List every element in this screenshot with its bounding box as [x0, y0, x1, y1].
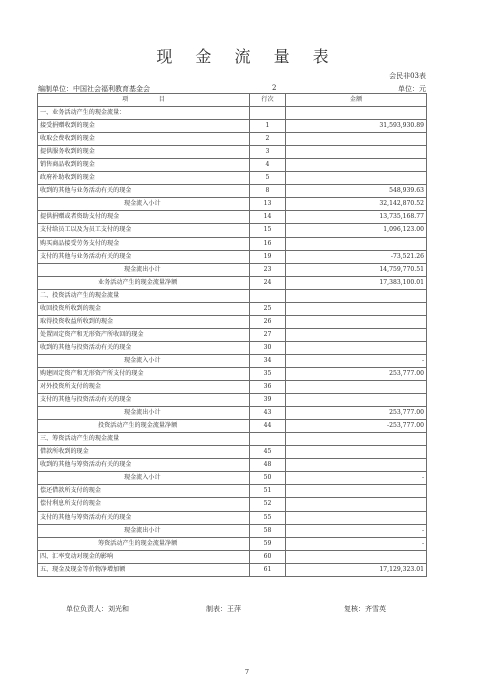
row-label: 支付给员工以及为员工支付的现金 — [38, 224, 250, 237]
table-row — [38, 328, 427, 341]
row-label: 二、投资活动产生的现金流量 — [38, 289, 250, 302]
table-row — [38, 250, 427, 263]
row-amount — [286, 394, 427, 407]
row-amount: - — [286, 524, 427, 537]
row-amount: - — [286, 472, 427, 485]
row-line-number: 44 — [250, 420, 286, 433]
row-amount: 14,759,770.51 — [286, 263, 427, 276]
row-line-number: 35 — [250, 367, 286, 380]
row-label: 提供服务收到的现金 — [38, 146, 250, 159]
row-label: 对外投资所支付的现金 — [38, 381, 250, 394]
table-row — [38, 381, 427, 394]
row-line-number: 30 — [250, 341, 286, 354]
row-amount: 253,777.00 — [286, 367, 427, 380]
row-line-number: 2 — [250, 133, 286, 146]
row-amount — [286, 172, 427, 185]
row-amount — [286, 237, 427, 250]
table-row — [38, 472, 427, 485]
row-label: 借款所收到的现金 — [38, 446, 250, 459]
cash-flow-table — [37, 93, 427, 577]
row-label: 支付的其他与筹资活动有关的现金 — [38, 511, 250, 524]
row-line-number — [250, 289, 286, 302]
row-label: 偿还借款所支付的现金 — [38, 485, 250, 498]
table-row — [38, 159, 427, 172]
row-amount — [286, 146, 427, 159]
row-label: 政府补助收到的现金 — [38, 172, 250, 185]
table-row — [38, 185, 427, 198]
row-amount: -73,521.26 — [286, 250, 427, 263]
row-line-number: 43 — [250, 407, 286, 420]
row-amount — [286, 159, 427, 172]
table-row — [38, 433, 427, 446]
form-code: 会民非03表 — [389, 72, 426, 80]
document-title: 现 金 流 量 表 — [156, 47, 338, 66]
row-amount — [286, 341, 427, 354]
table-row — [38, 394, 427, 407]
table-row — [38, 107, 427, 120]
unit-principal: 单位负责人：刘光和 — [66, 605, 129, 613]
row-amount — [286, 289, 427, 302]
table-row — [38, 498, 427, 511]
row-label: 偿付利息所支付的现金 — [38, 498, 250, 511]
row-line-number: 1 — [250, 120, 286, 133]
row-line-number: 51 — [250, 485, 286, 498]
row-line-number: 52 — [250, 498, 286, 511]
table-row — [38, 120, 427, 133]
row-amount: 32,142,870.52 — [286, 198, 427, 211]
row-line-number: 25 — [250, 302, 286, 315]
table-row — [38, 146, 427, 159]
reporting-entity: 编制单位：中国社会福利教育基金会 — [38, 85, 150, 93]
row-label: 收到的其他与投资活动有关的现金 — [38, 341, 250, 354]
column-header-item: 项 目 — [38, 94, 250, 107]
table-row — [38, 237, 427, 250]
row-amount: 13,735,168.77 — [286, 211, 427, 224]
row-amount — [286, 381, 427, 394]
row-label: 收回投资所收到的现金 — [38, 302, 250, 315]
table-row — [38, 211, 427, 224]
header-mark: 2 — [272, 84, 277, 92]
row-line-number: 48 — [250, 459, 286, 472]
row-line-number — [250, 107, 286, 120]
row-line-number: 15 — [250, 224, 286, 237]
table-row — [38, 407, 427, 420]
table-header-row — [38, 94, 427, 107]
table-row — [38, 537, 427, 550]
row-line-number: 59 — [250, 537, 286, 550]
row-line-number: 58 — [250, 524, 286, 537]
currency-unit: 单位：元 — [398, 85, 426, 93]
row-amount — [286, 459, 427, 472]
row-amount: 17,129,323.01 — [286, 563, 427, 576]
row-amount — [286, 107, 427, 120]
row-line-number: 27 — [250, 328, 286, 341]
row-label: 四、汇率变动对现金的影响 — [38, 550, 250, 563]
row-line-number: 55 — [250, 511, 286, 524]
row-amount — [286, 498, 427, 511]
table-row — [38, 459, 427, 472]
table-row — [38, 511, 427, 524]
row-line-number: 16 — [250, 237, 286, 250]
table-row — [38, 550, 427, 563]
row-label: 销售商品收到的现金 — [38, 159, 250, 172]
row-line-number: 39 — [250, 394, 286, 407]
table-row — [38, 302, 427, 315]
row-amount — [286, 550, 427, 563]
table-row — [38, 367, 427, 380]
row-amount — [286, 511, 427, 524]
row-amount: - — [286, 354, 427, 367]
row-amount — [286, 485, 427, 498]
row-amount: - — [286, 537, 427, 550]
row-label: 一、业务活动产生的现金流量： — [38, 107, 250, 120]
row-label: 接受捐赠收到的现金 — [38, 120, 250, 133]
table-row — [38, 224, 427, 237]
row-label: 收到的其他与业务活动有关的现金 — [38, 185, 250, 198]
reviewer: 复核：齐雪英 — [344, 605, 386, 613]
row-line-number: 61 — [250, 563, 286, 576]
table-row — [38, 133, 427, 146]
row-line-number: 3 — [250, 146, 286, 159]
row-label: 收取会费收到的现金 — [38, 133, 250, 146]
table-row — [38, 354, 427, 367]
row-amount — [286, 315, 427, 328]
row-label: 取得投资收益所收到的现金 — [38, 315, 250, 328]
row-line-number — [250, 433, 286, 446]
table-row — [38, 341, 427, 354]
table-row — [38, 420, 427, 433]
table-row — [38, 485, 427, 498]
row-amount: 17,383,100.01 — [286, 276, 427, 289]
row-label: 支付的其他与业务活动有关的现金 — [38, 250, 250, 263]
row-amount: -253,777.00 — [286, 420, 427, 433]
row-line-number: 14 — [250, 211, 286, 224]
row-amount: 31,593,930.89 — [286, 120, 427, 133]
table-row — [38, 289, 427, 302]
row-amount — [286, 133, 427, 146]
row-line-number: 23 — [250, 263, 286, 276]
row-label: 筹资活动产生的现金流量净额 — [38, 537, 250, 550]
table-row — [38, 446, 427, 459]
row-label: 处置固定资产和无形资产所收回的现金 — [38, 328, 250, 341]
row-label: 购建固定资产和无形资产所支付的现金 — [38, 367, 250, 380]
preparer: 制表：王萍 — [206, 605, 241, 613]
row-amount — [286, 328, 427, 341]
row-label: 现金流入小计 — [38, 354, 250, 367]
table-row — [38, 524, 427, 537]
table-row — [38, 315, 427, 328]
row-label: 三、筹资活动产生的现金流量 — [38, 433, 250, 446]
column-header-line-no: 行次 — [250, 94, 286, 107]
row-line-number: 24 — [250, 276, 286, 289]
row-amount: 1,096,123.00 — [286, 224, 427, 237]
row-line-number: 13 — [250, 198, 286, 211]
row-line-number: 60 — [250, 550, 286, 563]
row-label: 现金流入小计 — [38, 198, 250, 211]
row-amount: 253,777.00 — [286, 407, 427, 420]
row-label: 现金流出小计 — [38, 524, 250, 537]
row-label: 五、现金及现金等价物净增加额 — [38, 563, 250, 576]
row-label: 现金流出小计 — [38, 407, 250, 420]
row-line-number: 19 — [250, 250, 286, 263]
row-line-number: 8 — [250, 185, 286, 198]
row-amount — [286, 446, 427, 459]
table-row — [38, 198, 427, 211]
row-line-number: 50 — [250, 472, 286, 485]
row-line-number: 26 — [250, 315, 286, 328]
row-amount: 548,939.63 — [286, 185, 427, 198]
table-row — [38, 172, 427, 185]
row-label: 业务活动产生的现金流量净额 — [38, 276, 250, 289]
row-label: 现金流出小计 — [38, 263, 250, 276]
row-label: 提供捐赠或者资助支付的现金 — [38, 211, 250, 224]
row-label: 投资活动产生的现金流量净额 — [38, 420, 250, 433]
table-row — [38, 276, 427, 289]
row-label: 现金流入小计 — [38, 472, 250, 485]
row-label: 收到的其他与筹资活动有关的现金 — [38, 459, 250, 472]
row-label: 购买商品接受劳务支付的现金 — [38, 237, 250, 250]
table-row — [38, 263, 427, 276]
row-line-number: 36 — [250, 381, 286, 394]
row-line-number: 4 — [250, 159, 286, 172]
row-line-number: 34 — [250, 354, 286, 367]
page-number: 7 — [244, 668, 250, 676]
row-label: 支付的其他与投资活动有关的现金 — [38, 394, 250, 407]
row-amount — [286, 433, 427, 446]
row-line-number: 5 — [250, 172, 286, 185]
column-header-amount: 金额 — [286, 94, 427, 107]
row-amount — [286, 302, 427, 315]
table-row — [38, 563, 427, 576]
row-line-number: 45 — [250, 446, 286, 459]
